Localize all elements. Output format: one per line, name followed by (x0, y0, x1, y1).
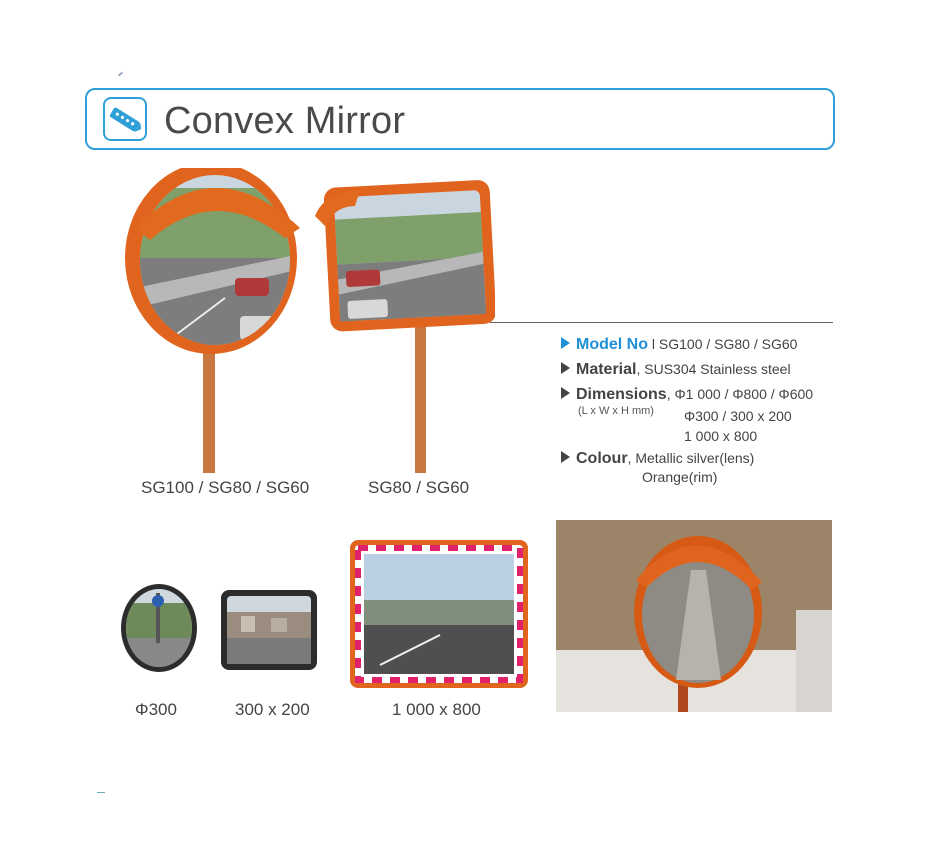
size-caption: 1 000 x 800 (392, 700, 481, 719)
rect-mirror-photo (315, 176, 495, 473)
spec-dimensions-line: 1 000 x 800 (684, 428, 758, 444)
round-mirror-photo (125, 168, 305, 473)
triangle-bullet-icon (561, 362, 570, 374)
size-caption: Φ300 (135, 700, 177, 719)
triangle-bullet-icon (561, 451, 570, 463)
mirror-1000x800-photo (350, 540, 528, 688)
spec-model: Model No l SG100 / SG80 / SG60 (561, 336, 797, 354)
triangle-bullet-icon (561, 387, 570, 399)
spec-colour-line: Orange(rim) (642, 469, 718, 485)
decor-mark (118, 72, 123, 77)
mirror-300x200-photo (221, 590, 317, 670)
spec-dimensions: Dimensions, Φ1 000 / Φ800 / Φ600 (561, 386, 813, 404)
page-title: Convex Mirror (164, 100, 406, 142)
mirror-icon (103, 97, 147, 141)
triangle-bullet-icon (561, 337, 570, 349)
decor-mark (97, 792, 105, 793)
product-caption: SG80 / SG60 (368, 478, 470, 497)
spec-material: Material, SUS304 Stainless steel (561, 361, 791, 379)
mirror-300-photo (120, 583, 198, 673)
spec-dimensions-unit: (L x W x H mm) (578, 405, 654, 417)
divider (490, 322, 833, 323)
size-caption: 300 x 200 (235, 700, 310, 719)
spec-dimensions-line: Φ300 / 300 x 200 (684, 408, 792, 424)
spec-colour: Colour, Metallic silver(lens) (561, 450, 754, 468)
product-caption: SG100 / SG80 / SG60 (141, 478, 310, 497)
installation-photo (556, 520, 832, 712)
